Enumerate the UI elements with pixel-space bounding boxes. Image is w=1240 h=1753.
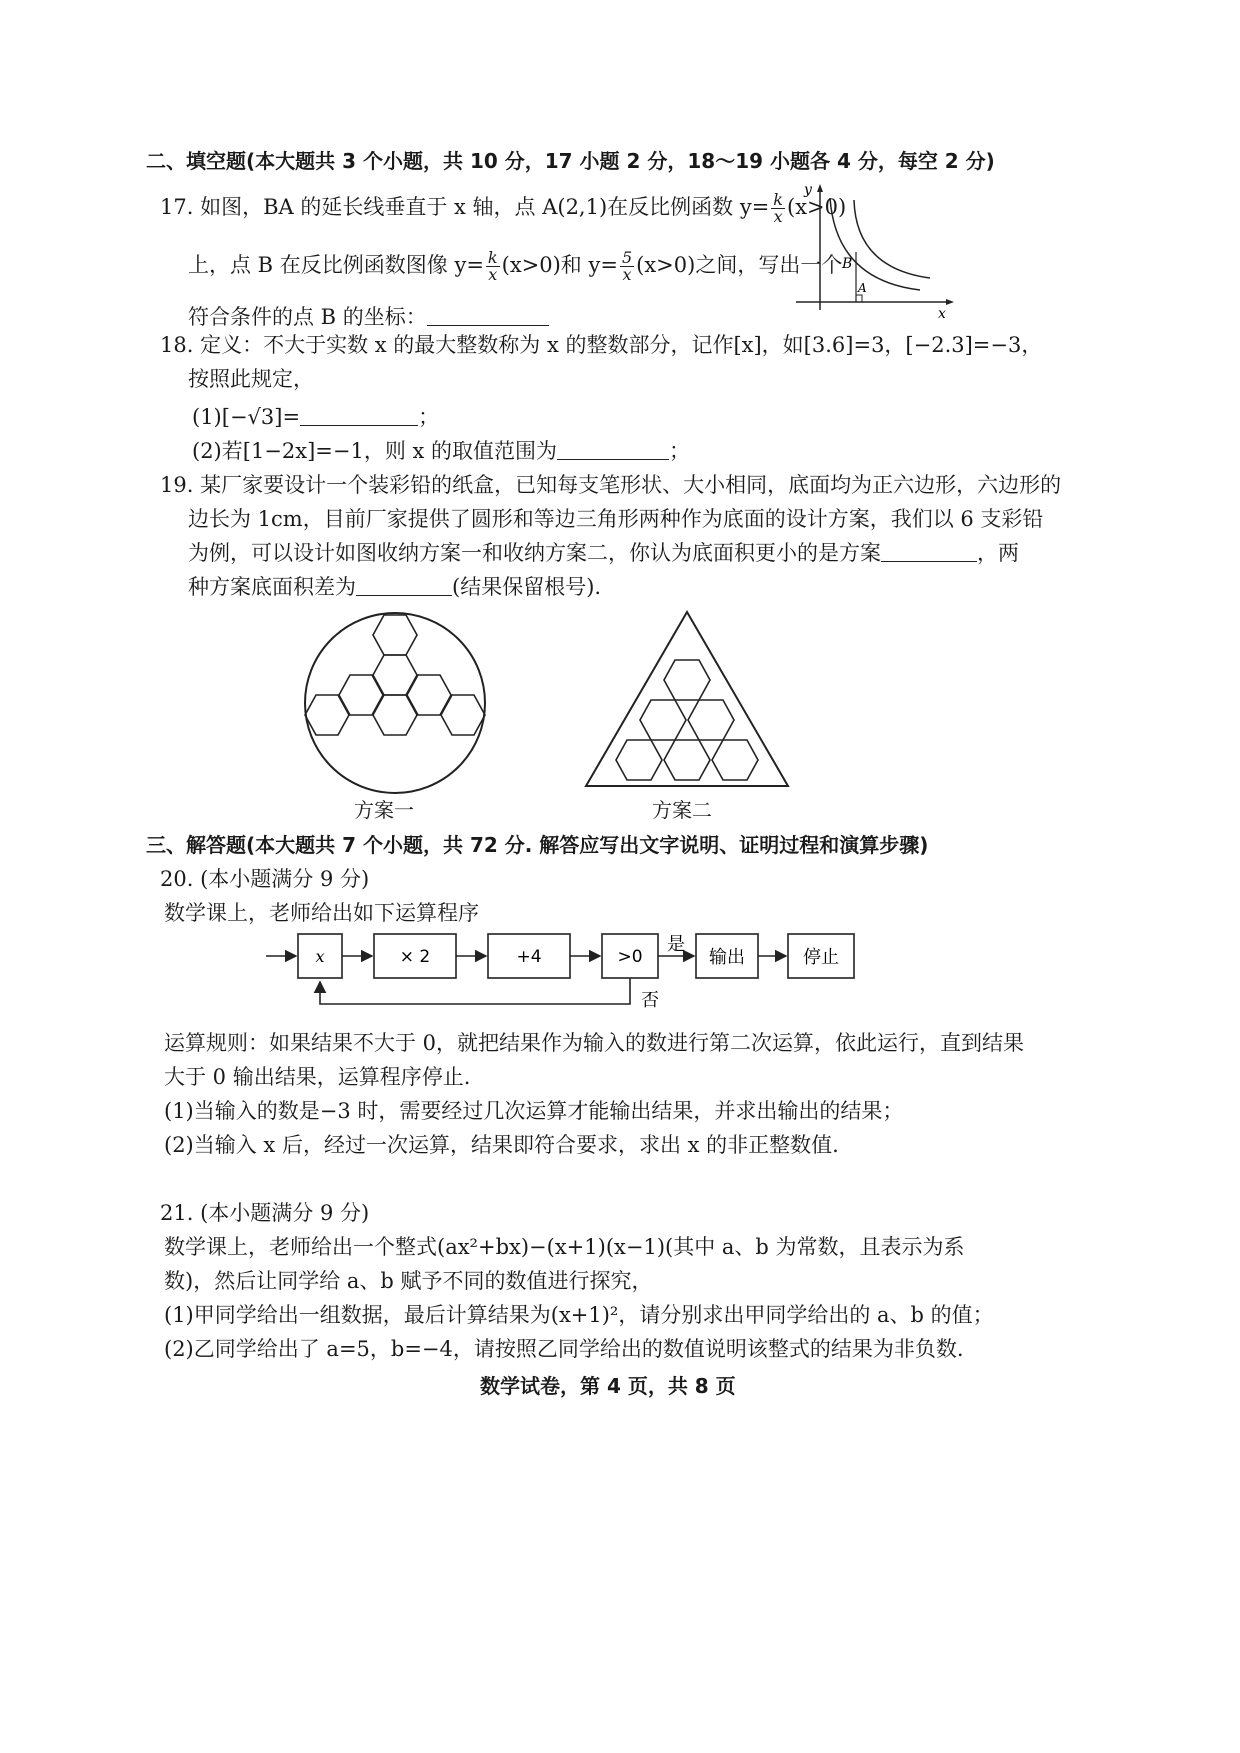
- flow-no-label: 否: [641, 990, 659, 1011]
- q18-sub2-blank[interactable]: [557, 437, 669, 460]
- q19-blank2[interactable]: [356, 573, 452, 596]
- hexagon: [664, 740, 710, 780]
- scheme1-caption: 方案一: [354, 798, 414, 822]
- section3-heading: 三、解答题(本大题共 7 个小题，共 72 分. 解答应写出文字说明、证明过程和演算步骤): [146, 833, 929, 857]
- frac-denominator: x: [488, 265, 498, 284]
- curve-y-5-over-x: [854, 200, 930, 278]
- q17-line3-text: 符合条件的点 B 的坐标：: [188, 305, 427, 329]
- q17-line2-b: (x>0)和 y=: [501, 253, 618, 277]
- q19-line4: [188, 572, 601, 602]
- q19-line4-text: 种方案底面积差为: [188, 575, 356, 599]
- scheme2-figure: [582, 608, 792, 790]
- q17-graph: [790, 180, 960, 320]
- hexagon: [664, 660, 710, 700]
- hexagon: [616, 740, 662, 780]
- flow-loop-arrow: [320, 978, 630, 1004]
- q17-line1-tail: (x>0): [787, 195, 847, 219]
- q20-sub1: (1)当输入的数是−3 时，需要经过几次运算才能输出结果，并求出输出的结果；: [164, 1099, 904, 1123]
- q18-line1: 18. 定义：不大于实数 x 的最大整数称为 x 的整数部分，记作[x]，如[3.6]=3，[−2.3]=−3，: [160, 333, 1043, 357]
- frac-denominator: x: [773, 207, 783, 226]
- frac-denominator: x: [622, 265, 632, 284]
- q17-line2: [188, 250, 842, 283]
- q20-intro: 数学课上，老师给出如下运算程序: [164, 901, 479, 925]
- scheme1-hexagons: [305, 615, 485, 735]
- scheme1-figure: [300, 608, 490, 798]
- q17-frac-5: [620, 250, 634, 283]
- q21-line1: 数学课上，老师给出一个整式(ax²+bx)−(x+1)(x−1)(其中 a、b 为常数，且表示为系: [164, 1235, 965, 1259]
- q19-line3-text: 为例，可以设计如图收纳方案一和收纳方案二，你认为底面积更小的是方案: [188, 541, 881, 565]
- section2-heading: 二、填空题(本大题共 3 个小题，共 10 分，17 小题 2 分，18～19 小题各 4 分，每空 2 分): [146, 149, 995, 173]
- q19-line2: 边长为 1cm，目前厂家提供了圆形和等边三角形两种作为底面的设计方案，我们以 6 支彩铅: [188, 507, 1044, 531]
- q17-line2-c: (x>0)之间，写出一个: [636, 253, 843, 277]
- flow-box-output-label: 输出: [709, 947, 745, 968]
- q18-sub2-end: ；: [669, 439, 691, 463]
- q19-line1: 19. 某厂家要设计一个装彩铅的纸盒，已知每支笔形状、大小相同，底面均为正六边形，六边形的: [160, 473, 1062, 497]
- q17-frac-k-2: [486, 250, 500, 283]
- hexagon: [373, 615, 417, 655]
- right-angle-mark: [856, 295, 862, 302]
- q19-line3-end: ，两: [977, 541, 1019, 565]
- point-a-label: A: [858, 281, 867, 295]
- y-axis-label: y: [804, 182, 812, 198]
- q20-title: 20. (本小题满分 9 分): [160, 867, 370, 891]
- q21-sub1: (1)甲同学给出一组数据，最后计算结果为(x+1)²，请分别求出甲同学给出的 a、b 的值；: [164, 1303, 994, 1327]
- page-footer: 数学试卷，第 4 页，共 8 页: [480, 1374, 736, 1398]
- q20-flowchart: [260, 924, 870, 1014]
- q20-sub2: (2)当输入 x 后，经过一次运算，结果即符合要求，求出 x 的非正整数值.: [164, 1133, 839, 1157]
- q21-sub2: (2)乙同学给出了 a=5，b=−4，请按照乙同学给出的数值说明该整式的结果为非负数.: [164, 1337, 964, 1361]
- flow-box-multiply-label: × 2: [399, 947, 431, 967]
- x-axis-label: x: [938, 306, 946, 320]
- frac-numerator: 5: [621, 248, 633, 267]
- q17-line2-a: 上，点 B 在反比例函数图像 y=: [188, 253, 484, 277]
- q19-blank1[interactable]: [881, 539, 977, 562]
- frac-numerator: k: [487, 248, 498, 267]
- q18-sub1-end: ；: [418, 405, 440, 429]
- hexagon: [688, 700, 734, 740]
- q20-rule-line2: 大于 0 输出结果，运算程序停止.: [164, 1065, 471, 1089]
- q17-answer-blank[interactable]: [427, 303, 549, 326]
- hexagon: [712, 740, 758, 780]
- q18-sub1: [192, 402, 439, 432]
- q17-line1: [160, 192, 846, 225]
- y-axis-arrow: [817, 184, 823, 192]
- flow-yes-label: 是: [667, 934, 685, 955]
- q19-line3: [188, 538, 1019, 568]
- q18-sub1-blank[interactable]: [300, 403, 418, 426]
- q21-line2: 数)，然后让同学给 a、b 赋予不同的数值进行探究，: [164, 1269, 653, 1293]
- scheme2-caption: 方案二: [652, 798, 712, 822]
- curve-y-k-over-x: [830, 198, 920, 290]
- q18-sub2: [192, 436, 690, 466]
- q17-line3: [188, 302, 549, 332]
- q20-rule-line1: 运算规则：如果结果不大于 0，就把结果作为输入的数进行第二次运算，依此运行，直到结果: [164, 1031, 1025, 1055]
- scheme2-hexagons: [616, 660, 758, 780]
- q19-line4-end: (结果保留根号).: [452, 575, 602, 599]
- point-b-label: B: [842, 256, 853, 272]
- flow-box-input-label: x: [315, 947, 325, 966]
- flow-box-add-label: +4: [516, 947, 542, 967]
- hexagon: [640, 700, 686, 740]
- q18-line2: 按照此规定，: [188, 367, 314, 391]
- q21-title: 21. (本小题满分 9 分): [160, 1201, 370, 1225]
- flow-box-condition-label: >0: [617, 947, 643, 967]
- q18-sub2-text: (2)若[1−2x]=−1，则 x 的取值范围为: [192, 439, 558, 463]
- flow-box-stop-label: 停止: [803, 947, 839, 968]
- x-axis-arrow: [946, 299, 954, 305]
- q17-frac-k-1: [771, 192, 785, 225]
- q18-sub1-text: (1)[−√3]=: [192, 405, 301, 429]
- scheme1-circle: [305, 613, 485, 793]
- q17-line1-text: 17. 如图，BA 的延长线垂直于 x 轴，点 A(2,1)在反比例函数 y=: [160, 195, 770, 219]
- frac-numerator: k: [773, 190, 783, 209]
